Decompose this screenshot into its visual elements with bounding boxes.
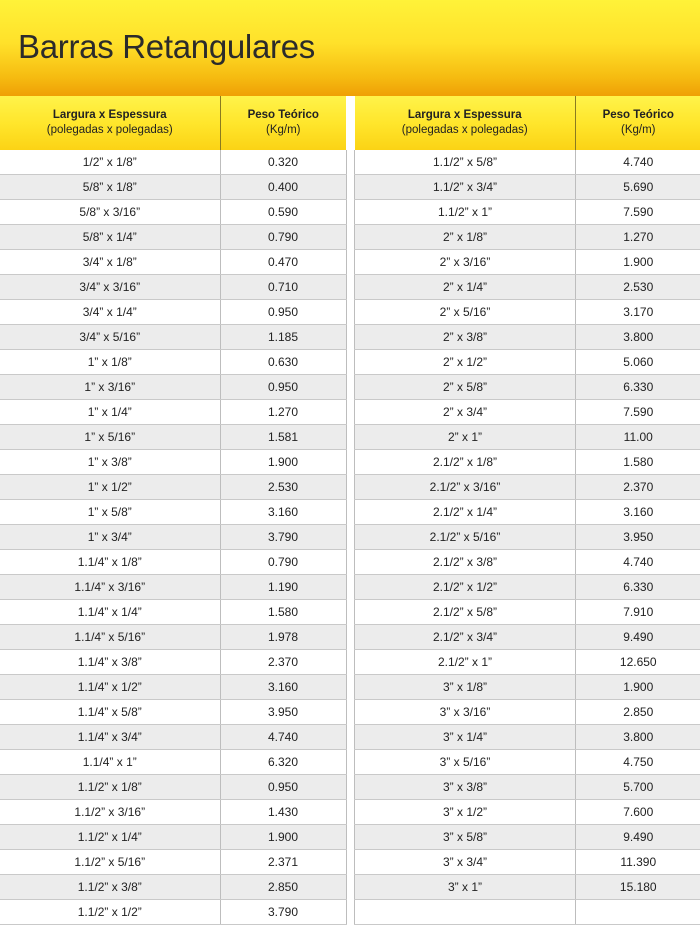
- size-cell: 3/4” x 1/4”: [0, 300, 220, 325]
- weight-cell: 0.710: [220, 275, 346, 300]
- table-row: [0, 400, 346, 425]
- table-header-row: [0, 96, 346, 150]
- table-row: [355, 175, 700, 200]
- weight-cell: 1.900: [220, 825, 346, 850]
- table-row: [0, 875, 346, 900]
- weight-cell: 11.390: [576, 850, 700, 875]
- table-row: [355, 725, 700, 750]
- size-cell: 1” x 1/8”: [0, 350, 220, 375]
- table-row: [355, 300, 700, 325]
- weight-cell: 3.160: [220, 500, 346, 525]
- header-size: [355, 96, 576, 150]
- table-row: [355, 325, 700, 350]
- weight-table-right: [354, 96, 700, 925]
- size-cell: 2” x 1/4”: [355, 275, 576, 300]
- size-cell: 3” x 1/4”: [355, 725, 576, 750]
- header-size-unit: (polegadas x polegadas): [401, 124, 528, 136]
- table-row: [355, 875, 700, 900]
- size-cell: 1.1/4” x 5/8”: [0, 700, 220, 725]
- weight-cell: 0.630: [220, 350, 346, 375]
- table-row: [355, 225, 700, 250]
- weight-cell: 1.900: [576, 250, 700, 275]
- weight-cell: 2.530: [220, 475, 346, 500]
- size-cell: 1.1/4” x 1/8”: [0, 550, 220, 575]
- weight-cell: 6.320: [220, 750, 346, 775]
- weight-cell: 2.371: [220, 850, 346, 875]
- table-row: [355, 800, 700, 825]
- size-cell: 3” x 3/8”: [355, 775, 576, 800]
- table-row: [0, 825, 346, 850]
- size-cell: 5/8” x 1/4”: [0, 225, 220, 250]
- header-weight: [220, 96, 346, 150]
- table-row: [355, 400, 700, 425]
- header-weight: [576, 96, 700, 150]
- weight-cell: 4.750: [576, 750, 700, 775]
- weight-cell: 0.400: [220, 175, 346, 200]
- size-cell: 1” x 3/4”: [0, 525, 220, 550]
- table-row: [0, 700, 346, 725]
- size-cell: 1” x 5/16”: [0, 425, 220, 450]
- table-row: [0, 525, 346, 550]
- table-row: [355, 600, 700, 625]
- table-row: [355, 550, 700, 575]
- weight-cell: 1.270: [220, 400, 346, 425]
- size-cell: 1.1/4” x 3/8”: [0, 650, 220, 675]
- size-cell: [355, 900, 576, 925]
- table-row: [0, 350, 346, 375]
- size-cell: 1” x 3/8”: [0, 450, 220, 475]
- size-cell: 1.1/2” x 1”: [355, 200, 576, 225]
- weight-cell: 6.330: [576, 575, 700, 600]
- table-row: [0, 200, 346, 225]
- size-cell: 3/4” x 1/8”: [0, 250, 220, 275]
- size-cell: 1” x 5/8”: [0, 500, 220, 525]
- table-row: [355, 625, 700, 650]
- table-row: [355, 700, 700, 725]
- table-row: [0, 500, 346, 525]
- size-cell: 2” x 5/16”: [355, 300, 576, 325]
- size-cell: 1.1/4” x 5/16”: [0, 625, 220, 650]
- table-row: [0, 300, 346, 325]
- weight-cell: 1.185: [220, 325, 346, 350]
- weight-cell: 15.180: [576, 875, 700, 900]
- size-cell: 1.1/2” x 1/2”: [0, 900, 220, 925]
- table-row: [355, 750, 700, 775]
- header-size-title: Largura x Espessura: [407, 109, 522, 121]
- table-row: [355, 650, 700, 675]
- size-cell: 1” x 3/16”: [0, 375, 220, 400]
- size-cell: 2.1/2” x 5/8”: [355, 600, 576, 625]
- size-cell: 2.1/2” x 1/8”: [355, 450, 576, 475]
- weight-cell: 1.580: [576, 450, 700, 475]
- weight-cell: [576, 900, 700, 925]
- weight-cell: 7.600: [576, 800, 700, 825]
- size-cell: 2.1/2” x 3/4”: [355, 625, 576, 650]
- table-row: [0, 575, 346, 600]
- header-size-unit: (polegadas x polegadas): [46, 124, 173, 136]
- weight-cell: 6.330: [576, 375, 700, 400]
- weight-table-left: [0, 96, 347, 925]
- weight-cell: 4.740: [576, 150, 700, 175]
- table-header-row: [355, 96, 700, 150]
- weight-cell: 1.581: [220, 425, 346, 450]
- size-cell: 2” x 3/4”: [355, 400, 576, 425]
- table-row: [0, 800, 346, 825]
- size-cell: 1.1/4” x 3/16”: [0, 575, 220, 600]
- table-row: [0, 750, 346, 775]
- weight-cell: 0.950: [220, 775, 346, 800]
- size-cell: 2.1/2” x 1/2”: [355, 575, 576, 600]
- size-cell: 1.1/2” x 1/4”: [0, 825, 220, 850]
- header-weight-title: Peso Teórico: [602, 109, 674, 121]
- size-cell: 1.1/4” x 1/2”: [0, 675, 220, 700]
- size-cell: 1” x 1/2”: [0, 475, 220, 500]
- size-cell: 5/8” x 3/16”: [0, 200, 220, 225]
- weight-cell: 7.910: [576, 600, 700, 625]
- weight-cell: 1.270: [576, 225, 700, 250]
- size-cell: 5/8” x 1/8”: [0, 175, 220, 200]
- size-cell: 1.1/4” x 1/4”: [0, 600, 220, 625]
- weight-cell: 1.978: [220, 625, 346, 650]
- weight-cell: 0.790: [220, 225, 346, 250]
- table-row: [0, 425, 346, 450]
- weight-cell: 3.950: [220, 700, 346, 725]
- size-cell: 1.1/2” x 3/8”: [0, 875, 220, 900]
- table-row: [0, 225, 346, 250]
- weight-cell: 2.850: [576, 700, 700, 725]
- size-cell: 1.1/2” x 1/8”: [0, 775, 220, 800]
- table-row: [0, 475, 346, 500]
- size-cell: 1.1/2” x 5/8”: [355, 150, 576, 175]
- weight-cell: 9.490: [576, 625, 700, 650]
- header-weight-title: Peso Teórico: [247, 109, 319, 121]
- weight-cell: 3.160: [220, 675, 346, 700]
- table-row: [355, 350, 700, 375]
- weight-cell: 12.650: [576, 650, 700, 675]
- size-cell: 1” x 1/4”: [0, 400, 220, 425]
- weight-cell: 7.590: [576, 400, 700, 425]
- page-title: Barras Retangulares: [18, 28, 315, 65]
- weight-cell: 5.060: [576, 350, 700, 375]
- weight-cell: 3.160: [576, 500, 700, 525]
- size-cell: 2” x 5/8”: [355, 375, 576, 400]
- size-cell: 2” x 3/8”: [355, 325, 576, 350]
- size-cell: 1.1/4” x 3/4”: [0, 725, 220, 750]
- weight-cell: 1.430: [220, 800, 346, 825]
- weight-cell: 3.800: [576, 325, 700, 350]
- size-cell: 3” x 1/8”: [355, 675, 576, 700]
- weight-cell: 1.900: [220, 450, 346, 475]
- weight-cell: 5.700: [576, 775, 700, 800]
- size-cell: 2” x 1/2”: [355, 350, 576, 375]
- table-row: [0, 675, 346, 700]
- table-row: [355, 675, 700, 700]
- weight-cell: 11.00: [576, 425, 700, 450]
- size-cell: 3/4” x 3/16”: [0, 275, 220, 300]
- size-cell: 2” x 3/16”: [355, 250, 576, 275]
- table-row: [0, 375, 346, 400]
- table-body-right: [355, 150, 700, 925]
- size-cell: 3” x 1/2”: [355, 800, 576, 825]
- table-row: [355, 475, 700, 500]
- size-cell: 1.1/4” x 1”: [0, 750, 220, 775]
- table-row: [355, 275, 700, 300]
- size-cell: 2” x 1/8”: [355, 225, 576, 250]
- table-body-left: [0, 150, 346, 925]
- size-cell: 1.1/2” x 3/4”: [355, 175, 576, 200]
- table-row: [0, 175, 346, 200]
- weight-cell: 2.370: [220, 650, 346, 675]
- weight-cell: 3.800: [576, 725, 700, 750]
- table-row: [355, 850, 700, 875]
- weight-cell: 7.590: [576, 200, 700, 225]
- size-cell: 2.1/2” x 1/4”: [355, 500, 576, 525]
- header-size-title: Largura x Espessura: [52, 109, 167, 121]
- table-row: [0, 275, 346, 300]
- weight-cell: 5.690: [576, 175, 700, 200]
- size-cell: 2.1/2” x 1”: [355, 650, 576, 675]
- weight-cell: 0.950: [220, 375, 346, 400]
- weight-cell: 2.530: [576, 275, 700, 300]
- size-cell: 3” x 5/16”: [355, 750, 576, 775]
- table-row: [355, 525, 700, 550]
- table-row: [355, 450, 700, 475]
- size-cell: 1.1/2” x 3/16”: [0, 800, 220, 825]
- weight-cell: 2.370: [576, 475, 700, 500]
- table-row: [355, 250, 700, 275]
- table-row: [0, 625, 346, 650]
- weight-cell: 1.900: [576, 675, 700, 700]
- header-weight-unit: (Kg/m): [621, 124, 656, 136]
- size-cell: 2.1/2” x 5/16”: [355, 525, 576, 550]
- size-cell: 3/4” x 5/16”: [0, 325, 220, 350]
- weight-cell: 3.790: [220, 900, 346, 925]
- weight-cell: 9.490: [576, 825, 700, 850]
- table-row: [0, 450, 346, 475]
- size-cell: 3” x 1”: [355, 875, 576, 900]
- table-row: [0, 850, 346, 875]
- size-cell: 3” x 5/8”: [355, 825, 576, 850]
- table-row: [355, 200, 700, 225]
- table-row: [0, 550, 346, 575]
- size-cell: 1.1/2” x 5/16”: [0, 850, 220, 875]
- weight-cell: 2.850: [220, 875, 346, 900]
- table-row: [0, 775, 346, 800]
- table-row: [0, 650, 346, 675]
- size-cell: 3” x 3/16”: [355, 700, 576, 725]
- table-row: [0, 150, 346, 175]
- table-row: [0, 600, 346, 625]
- table-row: [355, 575, 700, 600]
- table-row: [355, 500, 700, 525]
- size-cell: 1/2” x 1/8”: [0, 150, 220, 175]
- weight-cell: 1.580: [220, 600, 346, 625]
- weight-cell: 0.470: [220, 250, 346, 275]
- header-size: [0, 96, 220, 150]
- table-row: [0, 250, 346, 275]
- weight-cell: 4.740: [220, 725, 346, 750]
- title-band: [0, 0, 700, 96]
- size-cell: 3” x 3/4”: [355, 850, 576, 875]
- table-row: [355, 825, 700, 850]
- size-cell: 2” x 1”: [355, 425, 576, 450]
- weight-cell: 3.950: [576, 525, 700, 550]
- weight-cell: 0.320: [220, 150, 346, 175]
- table-row: [355, 900, 700, 925]
- weight-cell: 0.590: [220, 200, 346, 225]
- table-row: [355, 150, 700, 175]
- weight-cell: 0.790: [220, 550, 346, 575]
- table-row: [0, 325, 346, 350]
- size-cell: 2.1/2” x 3/8”: [355, 550, 576, 575]
- weight-cell: 0.950: [220, 300, 346, 325]
- table-row: [355, 775, 700, 800]
- table-row: [0, 725, 346, 750]
- size-cell: 2.1/2” x 3/16”: [355, 475, 576, 500]
- weight-cell: 3.790: [220, 525, 346, 550]
- table-row: [0, 900, 346, 925]
- header-weight-unit: (Kg/m): [266, 124, 301, 136]
- table-row: [355, 375, 700, 400]
- weight-cell: 3.170: [576, 300, 700, 325]
- table-row: [355, 425, 700, 450]
- weight-cell: 1.190: [220, 575, 346, 600]
- weight-cell: 4.740: [576, 550, 700, 575]
